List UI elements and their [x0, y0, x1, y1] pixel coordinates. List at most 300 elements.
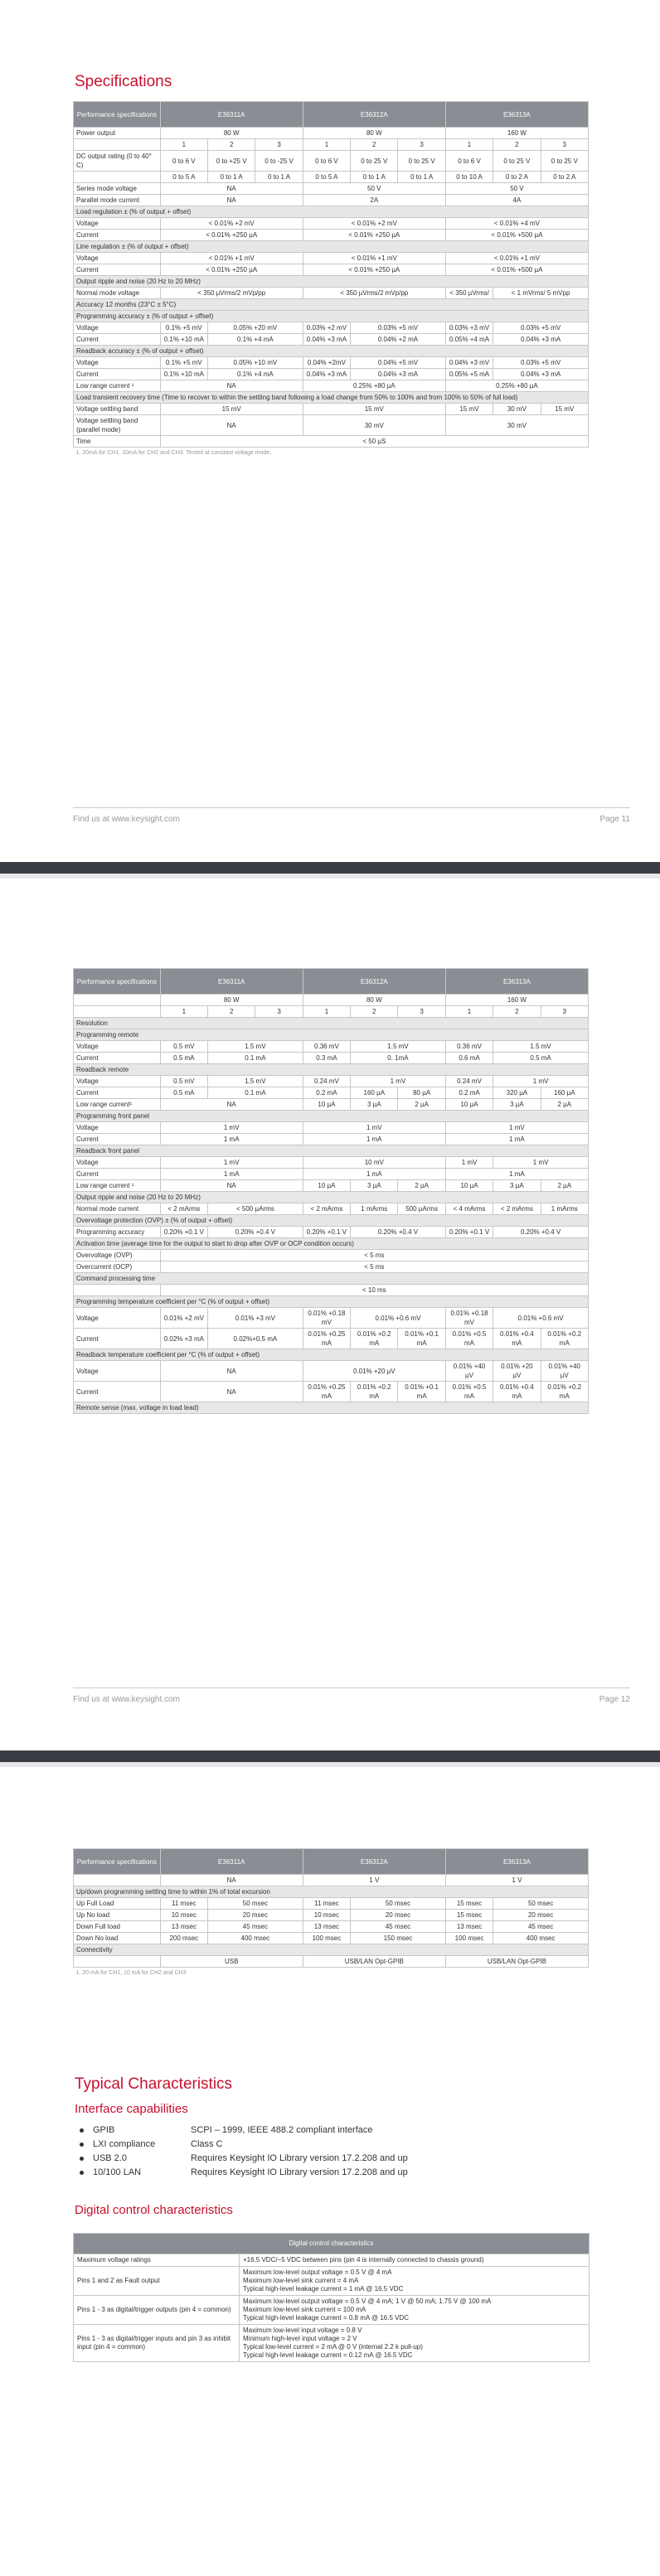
value-cell: 0.05% +4 mA	[445, 334, 493, 346]
group-label: Programming temperature coefficient per °C (% of output + offset)	[74, 1296, 589, 1308]
table-row	[74, 151, 589, 172]
table-row	[74, 1053, 589, 1064]
value-cell: USB	[160, 1956, 303, 1968]
group-label: Load regulation ± (% of output + offset)	[74, 206, 589, 218]
value-cell: 0.01% +0.18 mV	[303, 1308, 350, 1329]
row-label: Voltage	[74, 1361, 161, 1382]
value-cell: 0.5 mA	[160, 1053, 207, 1064]
value-cell: 0 to 5 A	[303, 172, 350, 183]
interface-name: USB 2.0	[93, 2153, 127, 2163]
table-row	[74, 1157, 589, 1169]
digital-row-value: Maximum low-level input voltage = 0.8 V Minimum high-level input voltage = 2 V Typical low-level current = 2 mA @ 0 V (internal 2.2 k pull-up) Typical high-level leakage current = 0.12 mA @ 16.5 VDC	[240, 2325, 590, 2362]
model-e36312a-header: E36312A	[303, 102, 445, 128]
group-label: Programming remote	[74, 1029, 589, 1041]
value-cell: < 4 mArms	[445, 1203, 493, 1215]
table-group-row	[74, 1111, 589, 1122]
row-label	[74, 1006, 161, 1018]
value-cell: < 0.01% +1 mV	[445, 253, 588, 264]
footer-page-number: Page 11	[599, 815, 630, 824]
row-label	[74, 139, 161, 151]
table-row	[74, 1041, 589, 1053]
row-label: Down Full load	[74, 1921, 161, 1933]
table-footnote	[74, 448, 589, 459]
value-cell: 0.01% +40 µV	[541, 1361, 588, 1382]
value-cell: 1.5 mV	[208, 1076, 303, 1087]
group-label: Programming front panel	[74, 1111, 589, 1122]
value-cell: 3	[255, 139, 303, 151]
value-cell: < 350 µVrms/2 mVp/pp	[160, 288, 303, 299]
table-row	[74, 253, 589, 264]
value-cell: 1 mV	[160, 1157, 303, 1169]
value-cell: 0.5 mA	[493, 1053, 589, 1064]
value-cell: 1	[303, 1006, 350, 1018]
row-label: Voltage settling band (parallel mode)	[74, 415, 161, 436]
value-cell: 0.03% +5 mV	[493, 322, 589, 334]
table-row	[74, 1180, 589, 1192]
value-cell: 0.01% +20 µV	[493, 1361, 541, 1382]
digital-header-label: Digital control characteristics	[74, 2234, 590, 2254]
group-label: Programming accuracy ± (% of output + offset)	[74, 311, 589, 322]
value-cell: 20 msec	[208, 1910, 303, 1921]
value-cell: 0.3 mA	[303, 1053, 350, 1064]
value-cell: 0.01% +0.25 mA	[303, 1382, 350, 1402]
value-cell: 1 mV	[493, 1157, 589, 1169]
value-cell: 0.02%+0.5 mA	[208, 1329, 303, 1349]
value-cell: 1	[445, 1006, 493, 1018]
value-cell: 15 mV	[303, 404, 445, 415]
value-cell: 13 msec	[160, 1921, 207, 1933]
value-cell: 13 msec	[445, 1921, 493, 1933]
table-group-row	[74, 276, 589, 288]
value-cell: 320 µA	[493, 1087, 541, 1099]
row-label: Voltage	[74, 357, 161, 369]
table-row	[74, 183, 589, 195]
table-group-row	[74, 1238, 589, 1250]
row-label: Current	[74, 1053, 161, 1064]
bullet-icon	[80, 2143, 84, 2147]
value-cell: < 0.01% +1 mV	[160, 253, 303, 264]
row-label: Parallel mode current	[74, 195, 161, 206]
value-cell: 0.20% +0.4 V	[351, 1227, 446, 1238]
digital-row-label: Maximum voltage ratings	[74, 2254, 240, 2267]
value-cell: 0.1% +5 mV	[160, 357, 207, 369]
table-group-row	[74, 311, 589, 322]
row-label: Current	[74, 334, 161, 346]
table-row	[74, 1076, 589, 1087]
value-cell: 15 msec	[445, 1898, 493, 1910]
value-cell: 0 to 1 A	[398, 172, 445, 183]
value-cell: 1 mV	[445, 1122, 588, 1134]
group-label: Command processing time	[74, 1273, 589, 1285]
value-cell: 0.1% +10 mA	[160, 334, 207, 346]
value-cell: 1	[160, 139, 207, 151]
model-e36311a-header: E36311A	[160, 102, 303, 128]
table-row	[74, 1250, 589, 1261]
value-cell: 200 msec	[160, 1933, 207, 1944]
table-group-row	[74, 1273, 589, 1285]
digital-table-header	[74, 2234, 590, 2254]
value-cell: < 0.01% +250 µA	[303, 264, 445, 276]
row-label: Voltage	[74, 253, 161, 264]
interface-name: GPIB	[93, 2125, 115, 2135]
value-cell: 10 µA	[445, 1099, 493, 1111]
table-group-row	[74, 392, 589, 404]
value-cell: < 0.01% +500 µA	[445, 230, 588, 241]
row-label: Current	[74, 1169, 161, 1180]
value-cell: 0.01% +0.2 mA	[351, 1329, 398, 1349]
digital-row-value: Maximum low-level output voltage = 0.5 V @ 4 mA; 1 V @ 50 mA; 1.75 V @ 100 mA Maximum low-level sink current = 100 mA Typical high-level leakage current = 0.8 mA @ 16.5 VDC	[240, 2296, 590, 2325]
digital-row-label: Pins 1 - 3 as digital/trigger inputs and pin 3 as inhibit input (pin 4 = common)	[74, 2325, 240, 2362]
value-cell: 11 msec	[303, 1898, 350, 1910]
value-cell: 2A	[303, 195, 445, 206]
value-cell: 3	[398, 1006, 445, 1018]
interface-value: Class C	[191, 2139, 223, 2149]
performance-specifications-header: Performance specifications	[74, 969, 161, 995]
value-cell: 0.04% +2 mA	[351, 334, 446, 346]
table-row	[74, 1006, 589, 1018]
value-cell: < 5 ms	[160, 1261, 588, 1273]
value-cell: USB/LAN Opt-GPIB	[303, 1956, 445, 1968]
value-cell: 0.01% +3 mV	[208, 1308, 303, 1329]
value-cell: 13 msec	[303, 1921, 350, 1933]
value-cell: 1.5 mV	[493, 1041, 589, 1053]
digital-row-value: Maximum low-level output voltage = 0.5 V @ 4 mA Maximum low-level sink current = 4 mA Typical high-level leakage current = 1 mA @ 16.5 VDC	[240, 2267, 590, 2296]
value-cell: 0.01% +40 µV	[445, 1361, 493, 1382]
value-cell: 0.36 mV	[303, 1041, 350, 1053]
table-group-row	[74, 1349, 589, 1361]
value-cell: NA	[160, 1875, 303, 1886]
value-cell: 0.01% +0.6 mV	[351, 1308, 446, 1329]
value-cell: 0 to 5 A	[160, 172, 207, 183]
row-label: Series mode voltage	[74, 183, 161, 195]
table-group-row	[74, 1402, 589, 1414]
page-footer	[73, 807, 630, 824]
interface-value: Requires Keysight IO Library version 17.2.208 and up	[191, 2153, 408, 2163]
value-cell: 30 mV	[493, 404, 541, 415]
value-cell: 0.01% +0.2 mA	[541, 1329, 588, 1349]
table-group-row	[74, 1215, 589, 1227]
value-cell: 0.20% +0.1 V	[160, 1227, 207, 1238]
table-row	[74, 264, 589, 276]
value-cell: 3	[541, 139, 588, 151]
value-cell: 0.1% +5 mV	[160, 322, 207, 334]
table-row	[74, 415, 589, 436]
value-cell: 0.2 mA	[303, 1087, 350, 1099]
table-row	[74, 172, 589, 183]
digital-row	[74, 2254, 590, 2267]
value-cell: 0.01% +0.25 mA	[303, 1329, 350, 1349]
value-cell: < 0.01% +4 mV	[445, 218, 588, 230]
row-label: Current	[74, 1329, 161, 1349]
value-cell: 0.24 mV	[303, 1076, 350, 1087]
row-label: Low range current ¹	[74, 380, 161, 392]
row-label: Voltage	[74, 1041, 161, 1053]
table-footnote	[74, 1968, 589, 1979]
bullet-icon	[80, 2157, 84, 2161]
value-cell: 0.01% +0.1 mA	[398, 1382, 445, 1402]
row-label: Overvoltage (OVP)	[74, 1250, 161, 1261]
table-row	[74, 1087, 589, 1099]
value-cell: 10 µA	[445, 1180, 493, 1192]
value-cell: 45 msec	[208, 1921, 303, 1933]
value-cell: 400 msec	[208, 1933, 303, 1944]
interface-capabilities-list	[80, 2123, 408, 2180]
value-cell: 15 mV	[160, 404, 303, 415]
value-cell: 1 mV	[493, 1076, 589, 1087]
value-cell: 45 msec	[493, 1921, 589, 1933]
value-cell: 0.25% +80 µA	[303, 380, 445, 392]
table-row	[74, 369, 589, 380]
group-label: Overvoltage protection (OVP) ± (% of output + offset)	[74, 1215, 589, 1227]
row-label: DC output rating (0 to 40° C)	[74, 151, 161, 172]
table-group-row	[74, 1944, 589, 1956]
value-cell: 0.03% +5 mV	[351, 322, 446, 334]
row-label: Voltage	[74, 1157, 161, 1169]
table-group-row	[74, 1192, 589, 1203]
value-cell: 1 mA	[445, 1134, 588, 1145]
row-label: Current	[74, 1087, 161, 1099]
value-cell: 3 µA	[351, 1099, 398, 1111]
value-cell: 0.1 mA	[208, 1087, 303, 1099]
page-13	[0, 1767, 660, 2576]
value-cell: 0.04% +3 mA	[351, 369, 446, 380]
value-cell: < 5 ms	[160, 1250, 588, 1261]
row-label: Voltage	[74, 218, 161, 230]
specifications-table-3	[73, 1848, 589, 1978]
table-group-row	[74, 241, 589, 253]
row-label	[74, 995, 161, 1006]
value-cell: 80 W	[303, 128, 445, 139]
value-cell: 400 msec	[493, 1933, 589, 1944]
table-row	[74, 1382, 589, 1402]
value-cell: 100 msec	[303, 1933, 350, 1944]
row-label: Normal mode current	[74, 1203, 161, 1215]
value-cell: 0.03% +3 mV	[445, 322, 493, 334]
value-cell: 0.5 mV	[160, 1041, 207, 1053]
row-label	[74, 1956, 161, 1968]
specifications-table-2	[73, 968, 589, 1414]
table-row	[74, 1956, 589, 1968]
group-label: Readback accuracy ± (% of output + offset)	[74, 346, 589, 357]
table-group-row	[74, 1145, 589, 1157]
value-cell: < 0.01% +1 mV	[303, 253, 445, 264]
value-cell: 1	[160, 1006, 207, 1018]
value-cell: 2	[351, 1006, 398, 1018]
value-cell: 3 µA	[493, 1180, 541, 1192]
row-label: Voltage	[74, 1308, 161, 1329]
model-e36313a-header: E36313A	[445, 1849, 588, 1875]
group-label: Accuracy 12 months (23°C ± 5°C)	[74, 299, 589, 311]
table-row	[74, 139, 589, 151]
value-cell: 2	[493, 1006, 541, 1018]
row-label: Time	[74, 436, 161, 448]
value-cell: NA	[160, 380, 303, 392]
page-title: Specifications	[75, 73, 172, 90]
table-row	[74, 995, 589, 1006]
group-label: Readback front panel	[74, 1145, 589, 1157]
group-label: Activation time (average time for the output to start to drop after OVP or OCP condition occurs)	[74, 1238, 589, 1250]
group-label: Load transient recovery time (Time to recover to within the settling band following a load change from 50% to 100% and from 100% to 50% of full load)	[74, 392, 589, 404]
interface-item	[80, 2166, 408, 2180]
table-row	[74, 436, 589, 448]
value-cell: 50 msec	[208, 1898, 303, 1910]
table-group-row	[74, 1018, 589, 1029]
performance-specifications-header: Performance specifications	[74, 102, 161, 128]
value-cell: 0.1% +4 mA	[208, 369, 303, 380]
digital-row	[74, 2267, 590, 2296]
value-cell: 0.01% +2 mV	[160, 1308, 207, 1329]
value-cell: 0 to 6 V	[160, 151, 207, 172]
table-row	[74, 1898, 589, 1910]
group-label: Up/down programming settling time to within 1% of total excursion	[74, 1886, 589, 1898]
row-label: Down No load	[74, 1933, 161, 1944]
value-cell: 0.01% +0.5 mA	[445, 1329, 493, 1349]
page-12	[0, 879, 660, 1750]
value-cell: 80 W	[303, 995, 445, 1006]
value-cell: 1 mA	[445, 1169, 588, 1180]
digital-control-title: Digital control characteristics	[75, 2203, 233, 2217]
row-label: Power output	[74, 128, 161, 139]
typical-characteristics-title: Typical Characteristics	[75, 2075, 233, 2093]
value-cell: 0.05% +5 mA	[445, 369, 493, 380]
value-cell: 500 µArms	[398, 1203, 445, 1215]
value-cell: 2	[493, 139, 541, 151]
group-label: Readback temperature coefficient per °C (% of output + offset)	[74, 1349, 589, 1361]
value-cell: < 350 µVrms/2 mVp/pp	[303, 288, 445, 299]
value-cell: < 500 µArms	[208, 1203, 303, 1215]
model-e36311a-header: E36311A	[160, 1849, 303, 1875]
group-label: Output ripple and noise (20 Hz to 20 MHz)	[74, 1192, 589, 1203]
value-cell: < 350 µVrms/	[445, 288, 493, 299]
value-cell: 160 W	[445, 995, 588, 1006]
table-group-row	[74, 299, 589, 311]
value-cell: NA	[160, 183, 303, 195]
value-cell: 0.1% +4 mA	[208, 334, 303, 346]
value-cell: 1	[303, 139, 350, 151]
value-cell: 0.05% +20 mV	[208, 322, 303, 334]
value-cell: 1 mArms	[351, 1203, 398, 1215]
value-cell: 2 µA	[541, 1180, 588, 1192]
row-label	[74, 1285, 161, 1296]
value-cell: 50 V	[445, 183, 588, 195]
digital-row	[74, 2325, 590, 2362]
interface-value: Requires Keysight IO Library version 17.2.208 and up	[191, 2167, 408, 2177]
table-row	[74, 357, 589, 369]
value-cell: 0.2 mA	[445, 1087, 493, 1099]
value-cell: 2 µA	[541, 1099, 588, 1111]
group-label: Remote sense (max. voltage in load lead)	[74, 1402, 589, 1414]
row-label: Voltage	[74, 1122, 161, 1134]
value-cell: 80 W	[160, 995, 303, 1006]
value-cell: 0 to 6 V	[303, 151, 350, 172]
value-cell: 150 msec	[351, 1933, 446, 1944]
table-header-row	[74, 102, 589, 128]
specifications-table-1	[73, 101, 589, 458]
value-cell: 0.20% +0.4 V	[493, 1227, 589, 1238]
value-cell: 3 µA	[351, 1180, 398, 1192]
value-cell: < 10 ms	[160, 1285, 588, 1296]
interface-capabilities-title: Interface capabilities	[75, 2102, 188, 2116]
value-cell: 0.20% +0.4 V	[208, 1227, 303, 1238]
table-row	[74, 334, 589, 346]
interface-value: SCPI – 1999, IEEE 488.2 compliant interface	[191, 2125, 373, 2135]
value-cell: < 0.01% +250 µA	[303, 230, 445, 241]
value-cell: 1 V	[445, 1875, 588, 1886]
interface-name: 10/100 LAN	[93, 2167, 142, 2177]
value-cell: 0.01% +0.4 mA	[493, 1382, 541, 1402]
value-cell: 0.04% +3 mA	[493, 369, 589, 380]
value-cell: 0.04% +3 mV	[445, 357, 493, 369]
model-e36311a-header: E36311A	[160, 969, 303, 995]
table-group-row	[74, 1064, 589, 1076]
value-cell: USB/LAN Opt-GPIB	[445, 1956, 588, 1968]
table-row	[74, 1329, 589, 1349]
value-cell: 0 to 1 A	[255, 172, 303, 183]
value-cell: 45 msec	[351, 1921, 446, 1933]
value-cell: 1	[445, 139, 493, 151]
table-row	[74, 195, 589, 206]
value-cell: NA	[160, 1361, 303, 1382]
table-header-row	[74, 1849, 589, 1875]
value-cell: 0.04% +3 mA	[493, 334, 589, 346]
value-cell: 11 msec	[160, 1898, 207, 1910]
value-cell: 50 V	[303, 183, 445, 195]
value-cell: NA	[160, 1180, 303, 1192]
table-row	[74, 230, 589, 241]
value-cell: 10 µA	[303, 1099, 350, 1111]
value-cell: 1 mA	[160, 1134, 303, 1145]
footnote-text: 1. 20mA for CH1, 10mA for CH2 and CH3. Tested at constant voltage mode.	[75, 450, 272, 456]
value-cell: 4A	[445, 195, 588, 206]
table-row	[74, 1099, 589, 1111]
row-label: Current	[74, 1382, 161, 1402]
interface-name: LXI compliance	[93, 2139, 156, 2149]
page-separator	[0, 1750, 660, 1762]
value-cell: 0.5 mA	[160, 1087, 207, 1099]
value-cell: 15 mV	[541, 404, 588, 415]
value-cell: 2	[208, 1006, 255, 1018]
value-cell: 30 mV	[303, 415, 445, 436]
value-cell: 0.1% +10 mA	[160, 369, 207, 380]
row-label: Overcurrent (OCP)	[74, 1261, 161, 1273]
table-row	[74, 1169, 589, 1180]
digital-control-table	[73, 2233, 590, 2362]
value-cell: 0.01% +0.2 mA	[351, 1382, 398, 1402]
value-cell: NA	[160, 1382, 303, 1402]
table-group-row	[74, 206, 589, 218]
value-cell: 1 mA	[160, 1169, 303, 1180]
value-cell: < 0.01% +2 mV	[160, 218, 303, 230]
table-row	[74, 322, 589, 334]
table-row	[74, 1921, 589, 1933]
value-cell: 80 µA	[398, 1087, 445, 1099]
table-group-row	[74, 346, 589, 357]
value-cell: NA	[160, 415, 303, 436]
value-cell: < 0.01% +2 mV	[303, 218, 445, 230]
group-label: Readback remote	[74, 1064, 589, 1076]
table-row	[74, 1203, 589, 1215]
value-cell: < 2 mArms	[303, 1203, 350, 1215]
value-cell: < 0.01% +250 µA	[160, 230, 303, 241]
table-row	[74, 1134, 589, 1145]
value-cell: 1 mA	[303, 1134, 445, 1145]
value-cell: 0 to 2 A	[493, 172, 541, 183]
value-cell: 3	[398, 139, 445, 151]
digital-row-label: Pins 1 - 3 as digital/trigger outputs (pin 4 = common)	[74, 2296, 240, 2325]
value-cell: 0 to -25 V	[255, 151, 303, 172]
table-row	[74, 1910, 589, 1921]
page-11	[0, 0, 660, 837]
